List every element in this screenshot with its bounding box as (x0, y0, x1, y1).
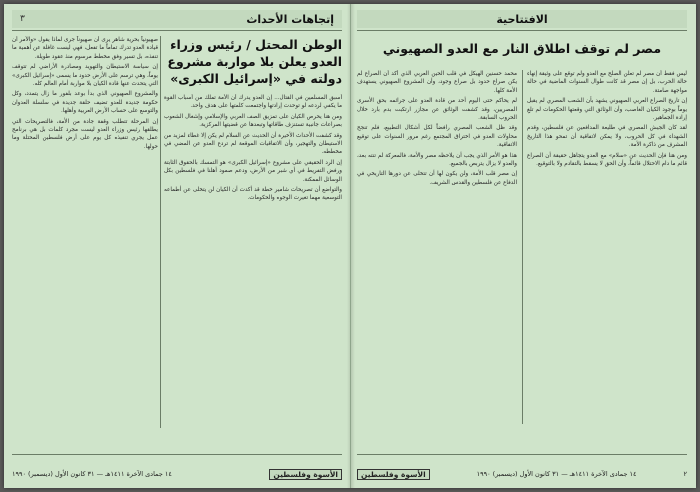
left-footer-rule (12, 454, 342, 455)
right-column-divider (522, 70, 523, 424)
left-column-b (164, 94, 342, 428)
right-page-number: ٢ (683, 470, 687, 478)
left-footer-title: الأسوة وفلسطين (269, 469, 342, 480)
right-column-a (527, 70, 687, 424)
paragraph: لقد كان الجيش المصري في طليعة المدافعين عن فلسطين، وقدم الشهداء في كل الحروب، ولا يمكن لاتفاقية أن تمحو هذا التاريخ المشرف من ذاكرة الأمة. (527, 125, 687, 149)
paragraph: والتواضع أن تصريحات شامير خطة قد أكدت أن الكيان لن يتخلى عن أطماعه التوسعية مهما تغيرت الوجوه والحكومات. (164, 187, 342, 202)
paragraph: ومن هنا يحرص الكيان على تمزيق الصف العربي والإسلامي وإشغال الشعوب بصراعات جانبية تستنزف طاقاتها وتبعدها عن قضيتها المركزية. (164, 113, 342, 129)
paragraph: محمد حسنين الهيكل في قلب الحين العربي الذي أكد أن الصراع لم يكن صراع حدود بل صراع وجود، وأن المشروع الصهيوني يستهدف الأمة كلها. (357, 71, 517, 94)
paragraph: وقد ظل الشعب المصري رافضاً لكل أشكال التطبيع، فلم تنجح محاولات العدو في اختراق المجتمع رغم مرور السنوات على توقيع الاتفاقية. (357, 125, 517, 149)
right-header-rule (357, 30, 687, 31)
left-page-number: ٣ (20, 14, 25, 24)
right-page-header (357, 10, 687, 28)
paragraph: إن تاريخ الصراع العربي الصهيوني يشهد بأن الشعب المصري لم يقبل يوماً بوجود الكيان الغاصب، وأن الوثائق التي وقعتها الحكومات لم تلغِ إرادة الجماهير. (527, 98, 687, 122)
left-footer (12, 468, 342, 480)
paragraph: إن الرد الحقيقي على مشروع «إسرائيل الكبرى» هو التمسك بالحقوق الثابتة ورفض التفريط في أي شبر من الأرض، ودعم صمود أهلنا في فلسطين بكل الوسائل الممكنة. (164, 159, 342, 183)
paragraph: وقد كشفت الأحداث الأخيرة أن الحديث عن السلام لم يكن إلا غطاء لمزيد من الاستيطان والتهجير، وأن الاتفاقيات الموقعة لم تردع العدو عن المضي في مخططه. (164, 132, 342, 156)
paragraph: أسبق المسلمين في القتال... إن العدو يدرك أن الأمة تملك من أسباب القوة ما يكفي لردعه لو توحدت إرادتها واجتمعت كلمتها على هدف واحد. (164, 95, 342, 110)
right-page (351, 4, 696, 488)
paragraph: هذا هو الأمر الذي يجب أن يلاحظه مصر والأمة، فالمعركة لم تنته بعد، والعدو لا يزال يتربص بالجميع. (357, 152, 517, 168)
left-column-divider (160, 36, 161, 428)
paragraph: إن مصر قلب الأمة، ولن يكون لها أن تتخلى عن دورها التاريخي في الدفاع عن فلسطين والقدس الشريف. (357, 171, 517, 186)
paragraph: إن سياسة الاستيطان والتهويد ومصادرة الأراضي لم تتوقف يوماً، وهي ترسم على الأرض حدود ما يسمى «إسرائيل الكبرى» التي يتحدث عنها قادة الكيان بلا مواربة أمام العالم كله. (12, 64, 158, 88)
left-section-label: إتجاهات الأحداث (246, 12, 334, 26)
right-section-label: الافتتاحية (496, 12, 548, 26)
paragraph: لم يحاكم حتى اليوم أحد من قادة العدو على جرائمه بحق الأسرى المصريين، وقد كشفت الوثائق عن مجازر ارتكبت بدم بارد خلال الحروب السابقة. (357, 98, 517, 122)
right-footer (357, 468, 687, 480)
left-page-header (12, 10, 342, 28)
paragraph: ومن هنا فإن الحديث عن «سلام» مع العدو يتجاهل حقيقة أن الصراع قائم ما دام الاحتلال قائماً، وأن الحق لا يسقط بالتقادم ولا بالتوقيع. (527, 152, 687, 168)
paragraph: والمشروع الصهيوني الذي بدأ بوعد بلفور ما زال يتمدد، وكل حكومة جديدة للعدو تضيف حلقة جديدة في سلسلة العدوان والتوسع على حساب الأرض العربية وأهلها. (12, 91, 158, 115)
paragraph: ليس فقط أن مصر لم تعلن الصلح مع العدو ولم توقع على وثيقة إنهاء حالة الحرب، بل إن مصر قد كانت طوال السنوات الماضية في حالة مواجهة صامتة. (527, 71, 687, 94)
page-gutter (347, 4, 355, 488)
left-headline: الوطن المحتل / رئيس وزراء العدو يعلن بلا مواربة مشروع دولته في «إسرائيل الكبرى» (167, 37, 342, 86)
right-footer-title: الأسوة وفلسطين (357, 469, 430, 480)
paragraph: صهيونياً بحرية شاهر يرى أن صهيوناً جرى لماذا يقول «والأمر أن قيادة العدو تدرك تماماً ما تفعل، فهي ليست غافلة عن أهمية ما تنفذه، بل تسير وفق مخطط مرسوم منذ عقود طويلة. (12, 37, 158, 60)
right-footer-date: ١٤ جمادى الآخرة ١٤١١هـ — ٣١ كانون الأول (ديسمبر) ١٩٩٠ (476, 470, 637, 478)
left-page (4, 4, 351, 488)
left-header-rule (12, 30, 342, 31)
left-column-a (12, 36, 158, 428)
left-footer-date: ١٤ جمادى الآخرة ١٤١١هـ — ٣١ كانون الأول (ديسمبر) ١٩٩٠ (12, 470, 172, 478)
magazine-spread (4, 4, 696, 488)
right-column-b (357, 70, 517, 424)
right-footer-rule (357, 454, 687, 455)
paragraph: إن المرحلة تتطلب وقفة جادة من الأمة، فالتصريحات التي يطلقها رئيس وزراء العدو ليست مجرد كلمات بل هي برنامج عمل يجري تنفيذه كل يوم على أرض فلسطين المحتلة وما حولها. (12, 118, 158, 150)
right-headline: مصر لم توقف اطلاق النار مع العدو الصهيوني (382, 41, 662, 56)
